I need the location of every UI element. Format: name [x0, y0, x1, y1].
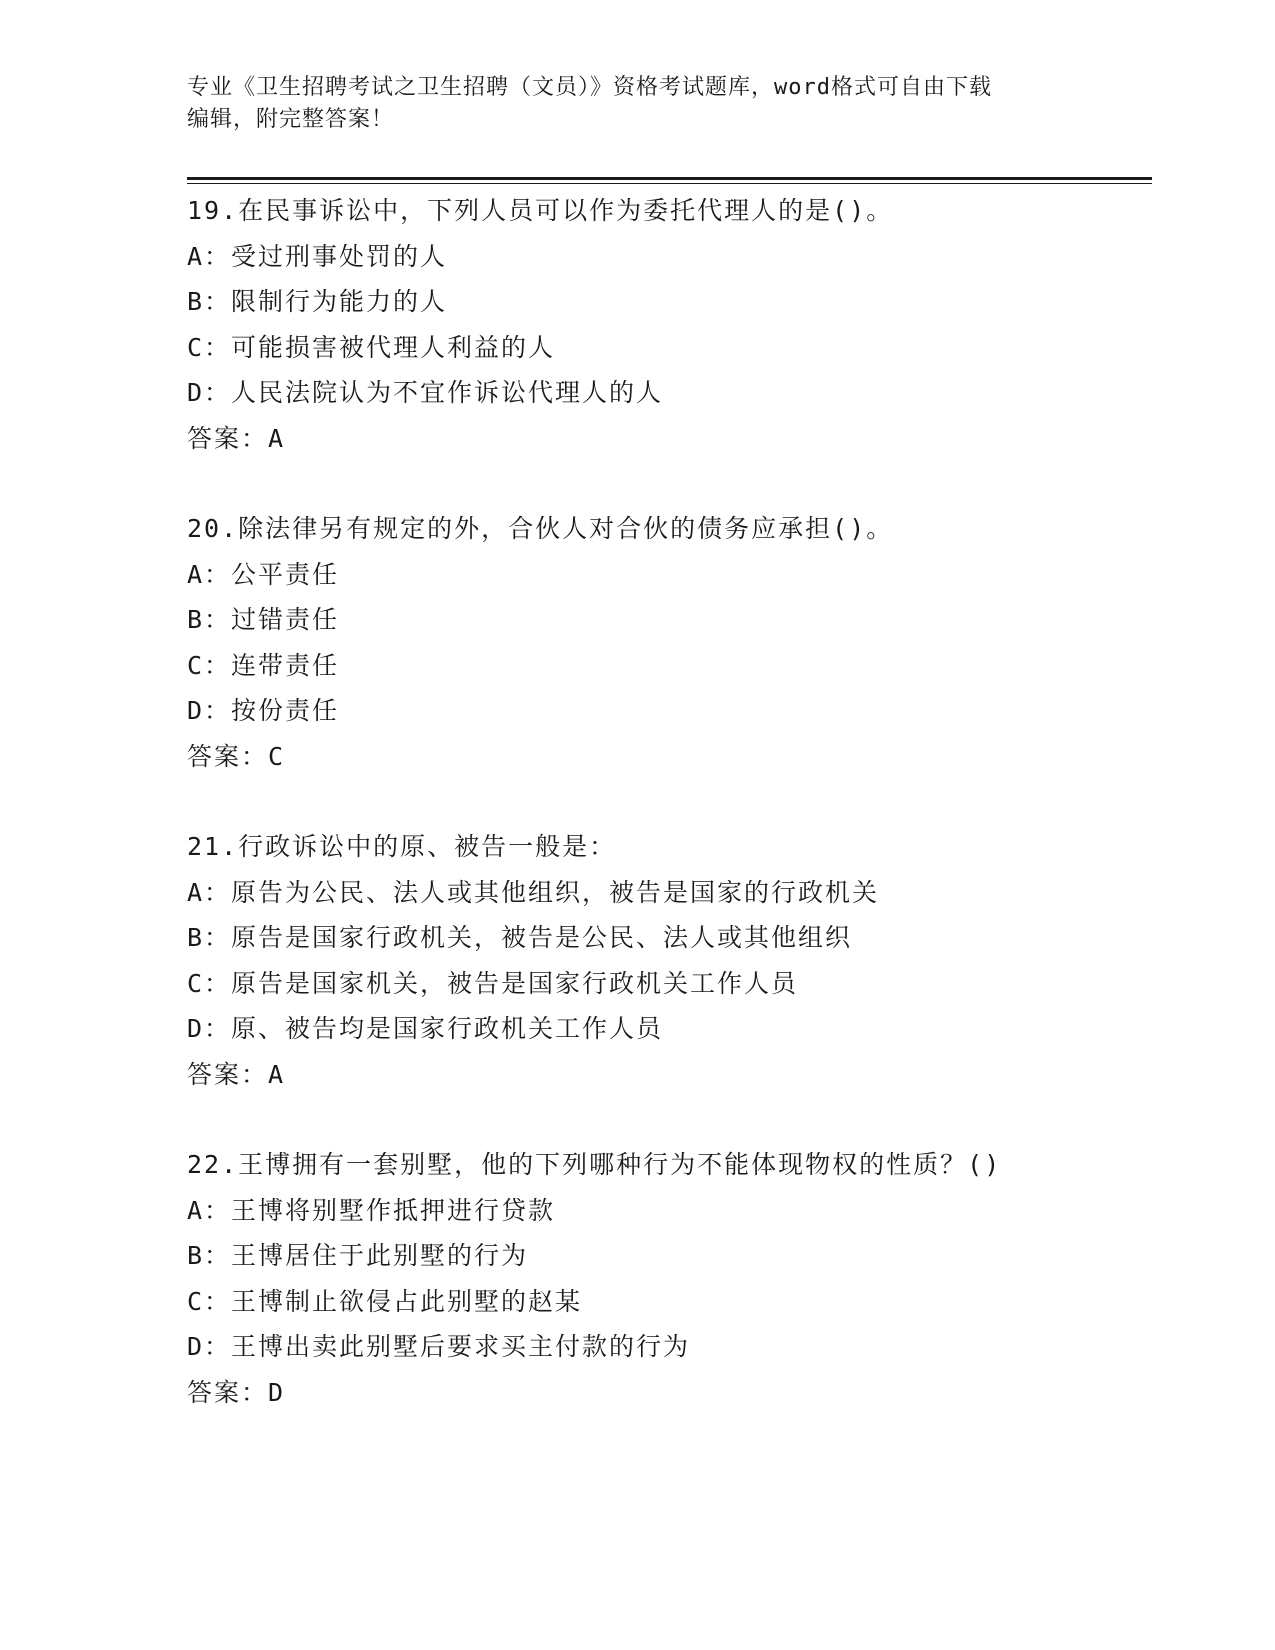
header-divider-thick — [187, 177, 1152, 180]
answer-label: 答案： — [187, 1059, 269, 1089]
question-stem: 21.行政诉讼中的原、被告一般是： — [187, 832, 617, 861]
answer-label: 答案： — [187, 1377, 269, 1407]
answer-line — [187, 734, 1152, 780]
option-b: B：限制行为能力的人 — [187, 287, 448, 316]
answer-value: C — [268, 741, 285, 771]
option-a: A：受过刑事处罚的人 — [187, 241, 448, 271]
question-21 — [187, 824, 1152, 1097]
option-d: D：原、被告均是国家行政机关工作人员 — [187, 1014, 664, 1043]
option-c: C：连带责任 — [187, 650, 340, 680]
option-c: C：王博制止欲侵占此别墅的赵某 — [187, 1286, 583, 1316]
answer-line — [187, 416, 1152, 462]
option-c: C：可能损害被代理人利益的人 — [187, 332, 556, 362]
option-a: A：原告为公民、法人或其他组织，被告是国家的行政机关 — [187, 877, 880, 907]
option-a: A：公平责任 — [187, 559, 340, 589]
option-d: D：王博出卖此别墅后要求买主付款的行为 — [187, 1332, 691, 1361]
question-list — [187, 188, 1152, 1460]
answer-label: 答案： — [187, 741, 269, 771]
question-stem: 22.王博拥有一套别墅，他的下列哪种行为不能体现物权的性质？() — [187, 1150, 1002, 1179]
option-d: D：按份责任 — [187, 696, 340, 725]
option-a: A：王博将别墅作抵押进行贷款 — [187, 1195, 556, 1225]
document-header — [187, 72, 1067, 136]
answer-value: D — [268, 1377, 285, 1407]
header-line-2: 编辑，附完整答案！ — [187, 107, 395, 132]
answer-value: A — [268, 1059, 285, 1089]
header-divider-thin — [187, 183, 1152, 184]
question-19 — [187, 188, 1152, 461]
option-b: B：王博居住于此别墅的行为 — [187, 1241, 529, 1270]
answer-line — [187, 1370, 1152, 1416]
header-line-1: 专业《卫生招聘考试之卫生招聘（文员）》资格考试题库，word格式可自由下载 — [187, 75, 992, 100]
answer-value: A — [268, 423, 285, 453]
option-c: C：原告是国家机关，被告是国家行政机关工作人员 — [187, 968, 799, 998]
question-22 — [187, 1142, 1152, 1415]
answer-line — [187, 1052, 1152, 1098]
option-b: B：过错责任 — [187, 605, 340, 634]
question-20 — [187, 506, 1152, 779]
answer-label: 答案： — [187, 423, 269, 453]
question-stem: 19.在民事诉讼中，下列人员可以作为委托代理人的是()。 — [187, 196, 894, 225]
option-d: D：人民法院认为不宜作诉讼代理人的人 — [187, 378, 664, 407]
option-b: B：原告是国家行政机关，被告是公民、法人或其他组织 — [187, 923, 853, 952]
question-stem: 20.除法律另有规定的外，合伙人对合伙的债务应承担()。 — [187, 514, 894, 543]
